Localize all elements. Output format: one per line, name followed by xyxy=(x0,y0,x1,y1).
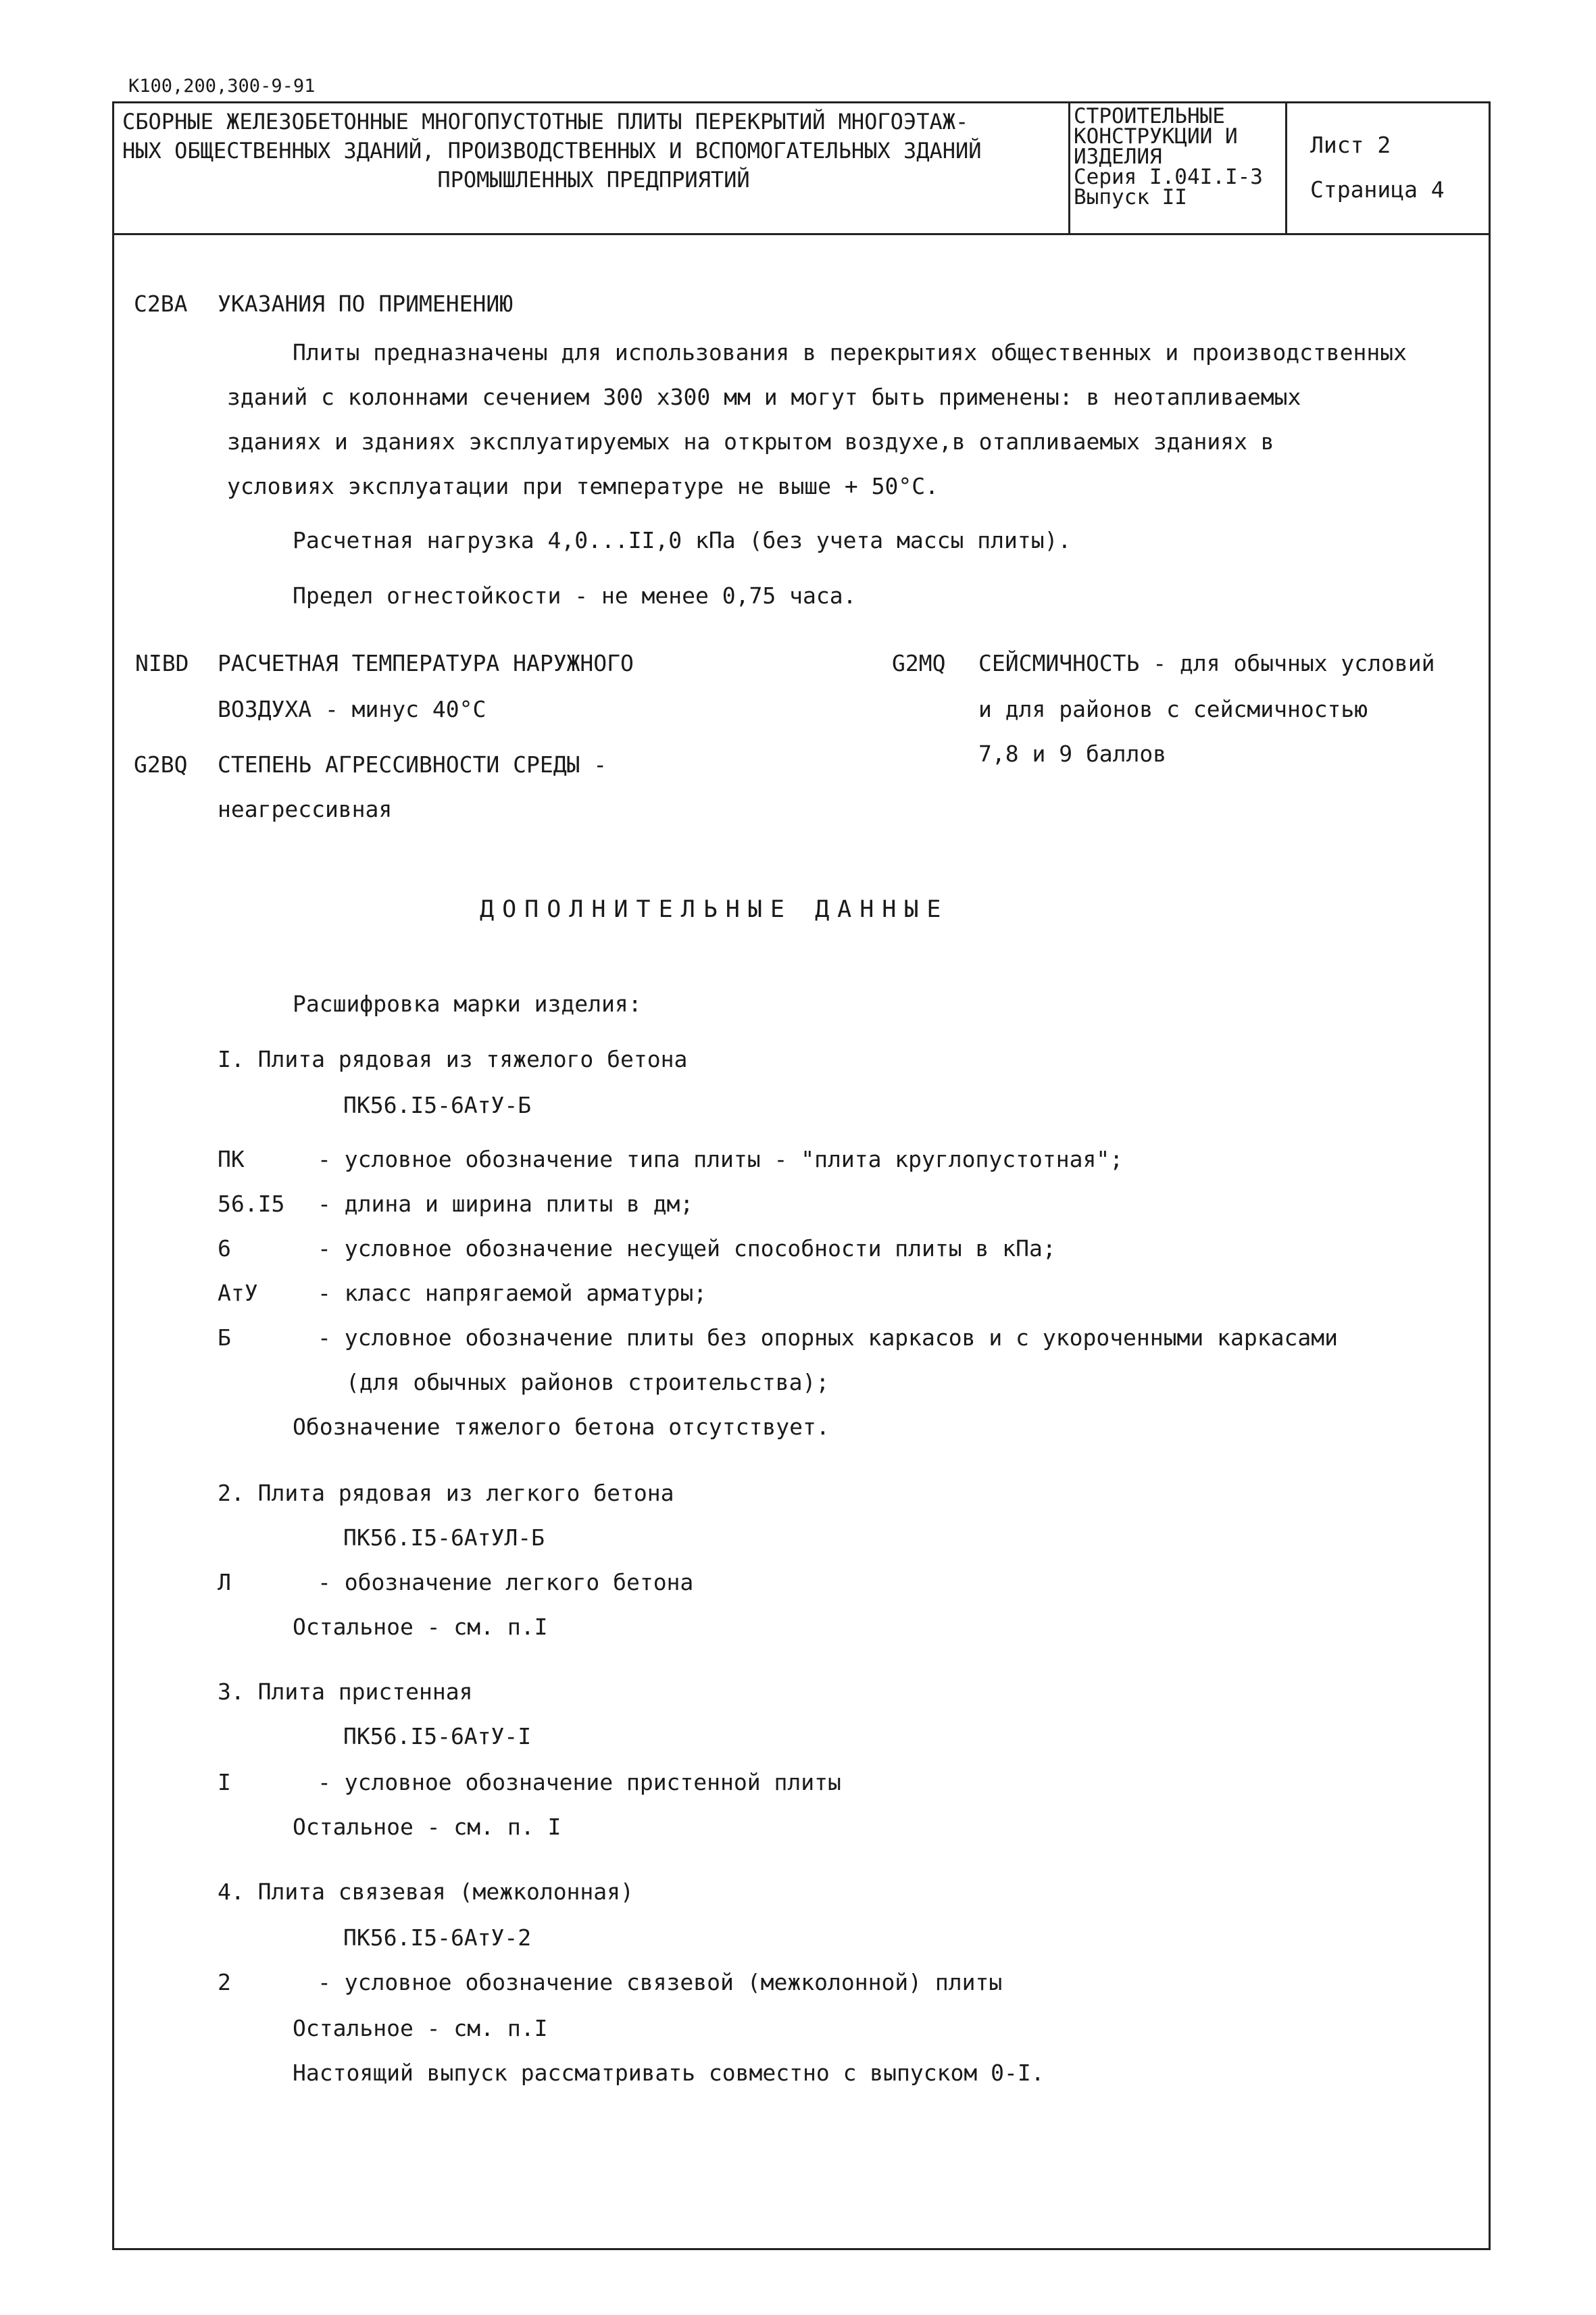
item-mark: ПК56.I5-6АтУЛ-Б xyxy=(343,1524,545,1551)
header-title-line: НЫХ ОБЩЕСТВЕННЫХ ЗДАНИЙ, ПРОИЗВОДСТВЕННЫХ И ВСПОМОГАТЕЛЬНЫХ ЗДАНИЙ xyxy=(122,138,982,164)
item-mark: ПК56.I5-6АтУ-I xyxy=(343,1723,532,1749)
sheet-number: Лист 2 xyxy=(1310,132,1391,158)
series-line: Серия I.04I.I-3 xyxy=(1074,165,1263,189)
category-line: ИЗДЕЛИЯ xyxy=(1074,145,1162,169)
item-note: Обозначение тяжелого бетона отсутствует. xyxy=(293,1414,830,1440)
header-bottom-rule xyxy=(114,233,1489,235)
page-frame xyxy=(112,101,1491,2250)
def-text: - обозначение легкого бетона xyxy=(318,1569,694,1595)
def-text-cont: (для обычных районов строительства); xyxy=(346,1369,830,1395)
header-title-line: ПРОМЫШЛЕННЫХ ПРЕДПРИЯТИЙ xyxy=(437,167,750,193)
header-category xyxy=(1074,106,1283,207)
header-title-line: СБОРНЫЕ ЖЕЛЕЗОБЕТОННЫЕ МНОГОПУСТОТНЫЕ ПЛИТЫ ПЕРЕКРЫТИЙ МНОГОЭТАЖ- xyxy=(122,109,969,134)
header-divider xyxy=(1285,103,1287,233)
load-line: Расчетная нагрузка 4,0...II,0 кПа (без учета массы плиты). xyxy=(293,527,1072,553)
def-key: I xyxy=(218,1769,231,1795)
section-heading: УКАЗАНИЯ ПО ПРИМЕНЕНИЮ xyxy=(218,291,514,317)
header-title xyxy=(122,107,1065,195)
item-title: 4. Плита связевая (межколонная) xyxy=(218,1878,634,1905)
fire-resistance-line: Предел огнестойкости - не менее 0,75 часа. xyxy=(293,582,857,609)
item-note: Остальное - см. п.I xyxy=(293,1614,548,1640)
def-key: 56.I5 xyxy=(218,1191,285,1217)
item-mark: ПК56.I5-6АтУ-Б xyxy=(343,1092,532,1118)
param-text: ВОЗДУХА - минус 40°С xyxy=(218,696,487,722)
item-title: I. Плита рядовая из тяжелого бетона xyxy=(218,1046,688,1072)
section-code: С2ВА xyxy=(134,291,188,317)
category-line: СТРОИТЕЛЬНЫЕ xyxy=(1074,104,1225,128)
param-code: G2BQ xyxy=(134,751,188,778)
item-mark: ПК56.I5-6АтУ-2 xyxy=(343,1924,532,1951)
def-text: - длина и ширина плиты в дм; xyxy=(318,1191,694,1217)
final-note: Настоящий выпуск рассматривать совместно с выпуском 0-I. xyxy=(293,2060,1045,2086)
def-text: - условное обозначение пристенной плиты xyxy=(318,1769,841,1795)
def-text: - условное обозначение связевой (межколонной) плиты xyxy=(318,1969,1003,1995)
param-code: NIBD xyxy=(135,650,189,676)
paragraph-line: зданий с колоннами сечением 300 х300 мм и могут быть применены: в неотапливаемых xyxy=(227,384,1301,410)
def-text: - условное обозначение плиты без опорных каркасов и с укороченными каркасами xyxy=(318,1324,1338,1351)
def-text: - условное обозначение несущей способности плиты в кПа; xyxy=(318,1235,1056,1262)
paragraph-line: условиях эксплуатации при температуре не выше + 50°С. xyxy=(227,473,939,499)
def-text: - класс напрягаемой арматуры; xyxy=(318,1280,707,1306)
item-title: 2. Плита рядовая из легкого бетона xyxy=(218,1480,674,1506)
issue-line: Выпуск II xyxy=(1074,185,1187,209)
param-text: и для районов с сейсмичностью xyxy=(978,696,1368,722)
def-key: АтУ xyxy=(218,1280,258,1306)
def-key: ПК xyxy=(218,1146,245,1172)
paragraph-line: зданиях и зданиях эксплуатируемых на открытом воздухе,в отапливаемых зданиях в xyxy=(227,428,1274,455)
page-number: Страница 4 xyxy=(1310,176,1445,203)
def-key: Л xyxy=(218,1569,231,1595)
param-text: СТЕПЕНЬ АГРЕССИВНОСТИ СРЕДЫ - xyxy=(218,751,607,778)
decoding-title: Расшифровка марки изделия: xyxy=(293,991,642,1017)
item-note: Остальное - см. п. I xyxy=(293,1814,562,1840)
def-key: 2 xyxy=(218,1969,231,1995)
param-text: РАСЧЕТНАЯ ТЕМПЕРАТУРА НАРУЖНОГО xyxy=(218,650,634,676)
def-text: - условное обозначение типа плиты - "плита круглопустотная"; xyxy=(318,1146,1124,1172)
item-note: Остальное - см. п.I xyxy=(293,2015,548,2041)
item-title: 3. Плита пристенная xyxy=(218,1678,473,1705)
param-text: 7,8 и 9 баллов xyxy=(978,741,1167,767)
additional-title: ДОПОЛНИТЕЛЬНЫЕ ДАННЫЕ xyxy=(480,896,949,923)
def-key: 6 xyxy=(218,1235,231,1262)
document-code: К100,200,300-9-91 xyxy=(128,76,316,97)
header-divider xyxy=(1068,103,1070,233)
param-code: G2MQ xyxy=(892,650,946,676)
param-text: СЕЙСМИЧНОСТЬ - для обычных условий xyxy=(978,650,1435,676)
def-key: Б xyxy=(218,1324,231,1351)
paragraph-line: Плиты предназначены для использования в перекрытиях общественных и производственных xyxy=(293,339,1407,366)
category-line: КОНСТРУКЦИИ И xyxy=(1074,124,1238,149)
param-text: неагрессивная xyxy=(218,796,393,822)
